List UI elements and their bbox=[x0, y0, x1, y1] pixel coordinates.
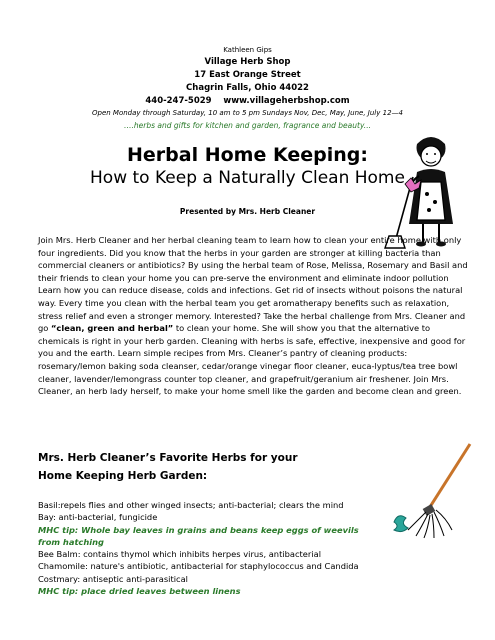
shop-tagline: ….herbs and gifts for kitchen and garden, fragrance and beauty... bbox=[124, 121, 371, 130]
page-title: Herbal Home Keeping: bbox=[127, 144, 368, 166]
herb-bay: Bay: anti-bacterial, fungicide bbox=[38, 512, 158, 523]
author-name: Kathleen Gips bbox=[223, 46, 272, 54]
shop-phone-web: 440-247-5029 www.villageherbshop.com bbox=[145, 96, 350, 106]
intro-text-2: to clean your home. She will show you that the alternative to chemicals is right in your herb garden. Cleaning with herbs is safe, effective, inexpensive and good for you and the earth. Learn simple recipes from Mrs. Cleaner’s pantry of cleaning products: rosemary/lemon baking soda cleanser, cedar/orange vinegar floor cleaner, euca-lyptus/tea tree bowl cleaner, lavender/lemongrass counter top cleaner, and grapefruit/geranium air freshener. Join Mrs. Cleaner, an herb lady herself, to make your home smell like the garden and become clean and green. bbox=[38, 323, 466, 397]
herb-bee-balm: Bee Balm: contains thymol which inhibits herpes virus, antibacterial bbox=[38, 549, 321, 560]
page-subtitle: How to Keep a Naturally Clean Home bbox=[90, 168, 405, 188]
shop-name: Village Herb Shop bbox=[204, 57, 291, 67]
tip-costmary: MHC tip: place dried leaves between linens bbox=[38, 586, 241, 597]
herb-costmary: Costmary: antiseptic anti-parasitical bbox=[38, 573, 188, 584]
intro-text-1: Join Mrs. Herb Cleaner and her herbal cleaning team to learn how to clean your entire home with only four ingredients. Did you know that the herbs in your garden are stronger at killing bacteria than commercial cleaners or antibiotics? By using the herbal team of Rose, Melissa, Rosemary and Basil and their friends to clean your home you can pre-serve the environment and eliminate indoor pollution Learn how you can reduce disease, colds and infections. Get rid of insects without poisons the natural way. Every time you clean with the herbal team you get aromatherapy benefits such as relaxation, stress relief and even a stronger memory. Interested? Take the herbal challenge from Mrs. Cleaner and go bbox=[38, 235, 468, 334]
section-title-line-2: Home Keeping Herb Garden: bbox=[38, 470, 208, 482]
herb-chamomile: Chamomile: nature's antibiotic, antibacterial for staphylococcus and Candida bbox=[38, 561, 359, 572]
herb-basil: Basil:repels flies and other winged insects; anti-bacterial; clears the mind bbox=[38, 500, 344, 510]
section-title-line-1: Mrs. Herb Cleaner’s Favorite Herbs for your bbox=[38, 452, 298, 464]
intro-paragraph bbox=[38, 234, 470, 398]
tip-bay-line-1: MHC tip: Whole bay leaves in grains and beans keep eggs of weevils bbox=[38, 524, 359, 535]
tip-bay-line-2: from hatching bbox=[38, 536, 104, 547]
shop-street: 17 East Orange Street bbox=[194, 70, 301, 80]
intro-emphasis: “clean, green and herbal” bbox=[50, 323, 174, 334]
presented-by: Presented by Mrs. Herb Cleaner bbox=[179, 207, 316, 216]
shop-hours: Open Monday through Saturday, 10 am to 5 pm Sundays Nov, Dec, May, June, July 12—4 bbox=[92, 109, 403, 117]
herb-list bbox=[38, 499, 470, 597]
shop-city: Chagrin Falls, Ohio 44022 bbox=[186, 83, 309, 93]
